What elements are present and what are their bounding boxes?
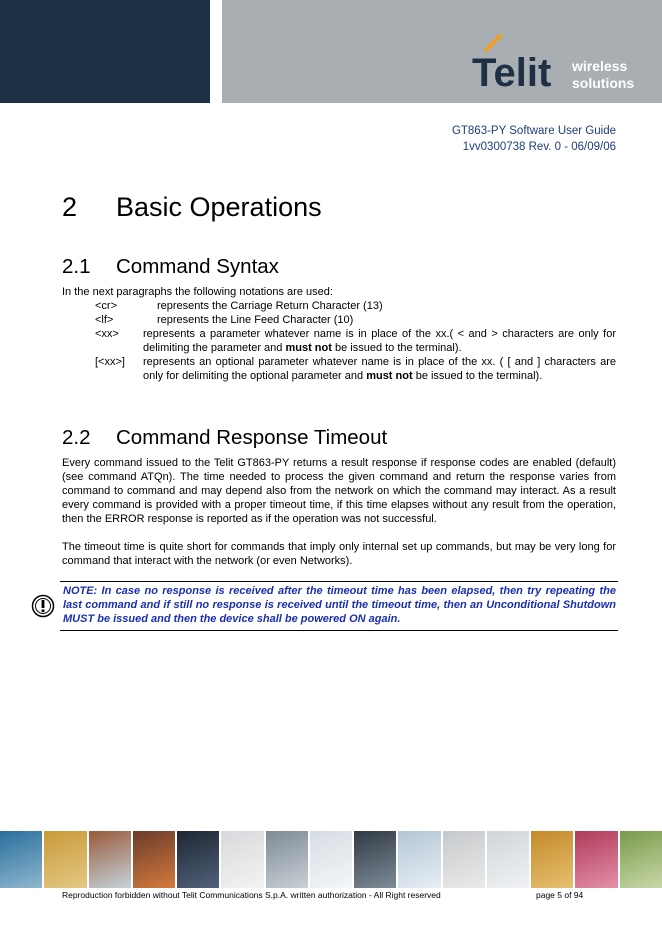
- notation-token: <xx>: [95, 328, 119, 340]
- notation-item: [95, 355, 616, 383]
- subsection-title: Command Response Timeout: [116, 426, 388, 449]
- section-number: 2: [62, 192, 78, 222]
- notation-item: [95, 313, 616, 327]
- body-paragraph: Every command issued to the Telit GT863-PY returns a result response if response codes are enabled (default) (see command ATQn). The time needed to process the given command and return the response varies from command to command and may depend also from the network on which the command may interact. As a result every command is provided with a proper timeout time, if this time elapses without any result from the operation, then the ERROR response is reported as if the operation was not successful.: [62, 457, 616, 525]
- subsection-number: 2.1: [62, 255, 91, 278]
- footer-photo-strip: [0, 831, 662, 888]
- notation-description: represents an optional parameter whatever name is in place of the xx. ( [ and ] characters are only for delimiting the optional parameter and must not be issued to the terminal).: [143, 356, 616, 382]
- subsection-title: Command Syntax: [116, 255, 279, 278]
- notation-token: <cr>: [95, 300, 118, 312]
- brand-tagline-2: solutions: [572, 75, 635, 91]
- footer-copyright: Reproduction forbidden without Telit Communications S.p.A. written authorization - All Right reserved: [62, 890, 441, 900]
- notation-intro: In the next paragraphs the following notations are used:: [62, 286, 333, 298]
- brand-tagline-1: wireless: [572, 58, 628, 74]
- notation-item: [95, 327, 616, 355]
- notation-description: represents a parameter whatever name is in place of the xx.( < and > characters are only for delimiting the parameter and must not be issued to the terminal).: [143, 328, 616, 354]
- note-text: NOTE: In case no response is received after the timeout time has been elapsed, then try repeating the last command and if still no response is received until the timeout time, then an Unconditional Shutdown MUST be issued and then the device shall be powered ON again.: [63, 585, 616, 625]
- doc-title: GT863-PY Software User Guide: [451, 125, 616, 137]
- body-paragraph: The timeout time is quite short for commands that imply only internal set up commands, but may be very long for command that interact with the network (or even Networks).: [62, 541, 616, 567]
- section-heading: [62, 192, 322, 223]
- brand-name: Telit: [472, 51, 552, 94]
- notation-item: [95, 299, 616, 313]
- notation-description: represents the Carriage Return Character (13): [157, 300, 383, 312]
- subsection-heading-2-1: [62, 255, 279, 279]
- header-dark-block: [0, 0, 210, 103]
- warning-icon: [31, 594, 55, 618]
- subsection-heading-2-2: [62, 426, 387, 450]
- section-title: Basic Operations: [116, 192, 322, 222]
- document-meta: [452, 123, 616, 155]
- subsection-number: 2.2: [62, 426, 91, 449]
- notation-description: represents the Line Feed Character (10): [157, 314, 354, 326]
- note-box: [60, 581, 618, 631]
- notation-token: [<xx>]: [95, 356, 125, 368]
- telit-logo: [472, 34, 652, 94]
- notation-token: <lf>: [95, 314, 114, 326]
- doc-revision: 1vv0300738 Rev. 0 - 06/09/06: [462, 141, 616, 153]
- page-number: page 5 of 94: [536, 890, 584, 900]
